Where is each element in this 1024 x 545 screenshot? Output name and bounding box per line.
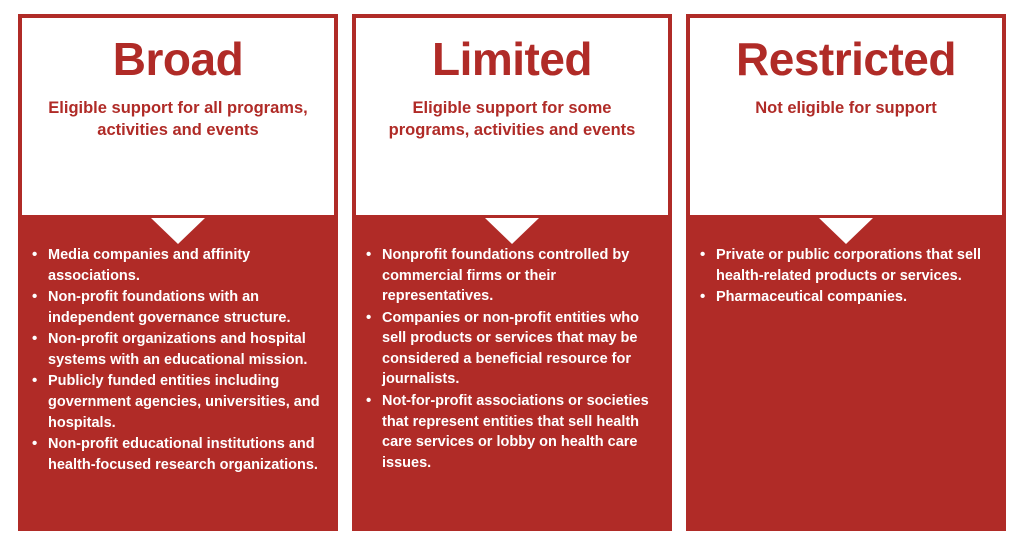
tier-column-limited [352, 14, 672, 531]
list-item: • Non-profit organizations and hospital systems with an educational mission. [28, 329, 322, 370]
tier-item-list [362, 245, 656, 473]
list-item: • Nonprofit foundations controlled by commercial firms or their representatives. [362, 245, 656, 307]
list-item: • Pharmaceutical companies. [696, 287, 990, 308]
tier-header-broad [18, 14, 338, 219]
tier-subtitle: Eligible support for all programs, activities and events [48, 98, 308, 140]
tier-header-limited [352, 14, 672, 219]
list-item: • Publicly funded entities including government agencies, universities, and hospitals. [28, 371, 322, 433]
tier-subtitle: Eligible support for some programs, activities and events [388, 98, 636, 140]
list-item: • Non-profit educational institutions and health-focused research organizations. [28, 434, 322, 475]
list-item: • Media companies and affinity associations. [28, 245, 322, 286]
tier-title: Restricted [736, 33, 956, 85]
tier-item-list [28, 245, 322, 475]
down-arrow-icon [819, 218, 873, 244]
tier-title: Limited [431, 33, 593, 85]
tier-body-limited [352, 219, 672, 531]
list-item: • Not-for-profit associations or societies that represent entities that sell health care services or lobby on health care issues. [362, 391, 656, 473]
tier-title: Broad [112, 33, 244, 85]
tier-column-broad [18, 14, 338, 531]
down-arrow-icon [485, 218, 539, 244]
tier-column-restricted [686, 14, 1006, 531]
tier-subtitle: Not eligible for support [755, 98, 937, 117]
list-item: • Companies or non-profit entities who sell products or services that may be considered a beneficial resource for journalists. [362, 308, 656, 390]
tier-item-list [696, 245, 990, 308]
list-item: • Private or public corporations that sell health-related products or services. [696, 245, 990, 286]
tier-body-broad [18, 219, 338, 531]
list-item: • Non-profit foundations with an independent governance structure. [28, 287, 322, 328]
down-arrow-icon [151, 218, 205, 244]
tier-body-restricted [686, 219, 1006, 531]
tier-header-restricted [686, 14, 1006, 219]
